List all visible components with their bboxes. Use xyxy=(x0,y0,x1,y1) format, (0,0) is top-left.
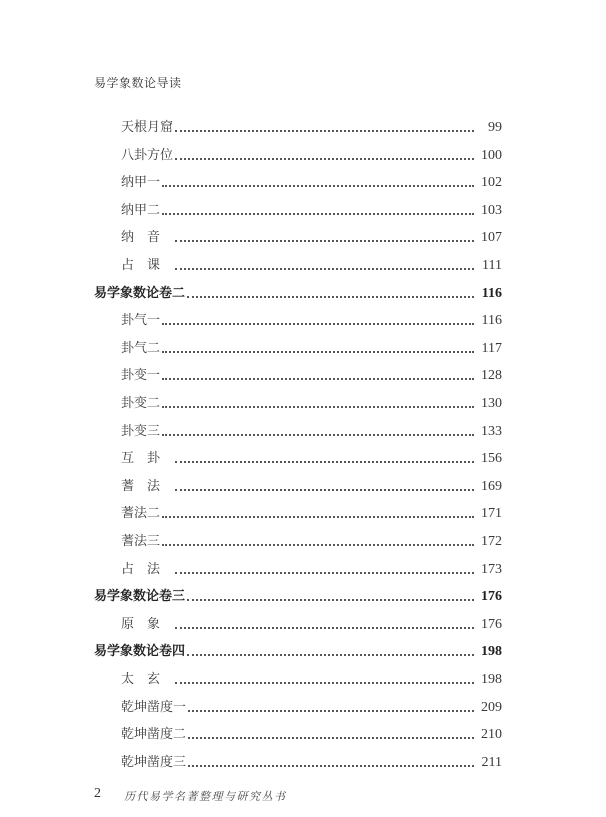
toc-entry-title: 蓍法三 xyxy=(121,534,161,549)
dot-leader xyxy=(175,157,474,160)
toc-section-entry xyxy=(121,666,502,688)
dot-leader xyxy=(162,212,474,215)
toc-entry-page: 133 xyxy=(481,423,502,439)
toc-chapter-entry xyxy=(94,583,502,605)
toc-chapter-entry xyxy=(94,280,502,302)
toc-entry-title: 易学象数论卷三 xyxy=(94,589,186,605)
dot-leader xyxy=(175,626,474,629)
toc-entry-title: 纳甲一 xyxy=(121,175,161,191)
toc-entry-page: 130 xyxy=(481,396,502,411)
toc-chapter-entry xyxy=(94,638,502,660)
toc-entry-page: 211 xyxy=(481,754,502,770)
dot-leader xyxy=(162,405,474,408)
toc-entry-page: 171 xyxy=(481,506,502,522)
toc-section-entry xyxy=(121,390,502,412)
dot-leader xyxy=(187,653,474,656)
toc-section-entry xyxy=(121,528,502,550)
toc-entry-title: 乾坤凿度一 xyxy=(121,699,187,715)
toc-section-entry xyxy=(121,142,502,164)
toc-section-entry xyxy=(121,721,502,743)
toc-entry-title: 占法 xyxy=(121,561,174,577)
toc-entry-title: 纳甲二 xyxy=(121,202,161,218)
toc-entry-page: 103 xyxy=(481,202,502,218)
toc-section-entry xyxy=(121,500,502,522)
toc-entry-title: 蓍法二 xyxy=(121,506,161,522)
toc-entry-title: 卦变一 xyxy=(121,368,161,384)
toc-section-entry xyxy=(121,694,502,716)
dot-leader xyxy=(175,129,474,132)
toc-section-entry xyxy=(121,473,502,495)
toc-section-entry xyxy=(121,197,502,219)
toc-entry-page: 198 xyxy=(481,644,502,660)
series-title: 历代易学名著整理与研究丛书 xyxy=(124,790,287,803)
dot-leader xyxy=(188,736,474,739)
dot-leader xyxy=(162,184,474,187)
dot-leader xyxy=(175,571,474,574)
toc-entry-page: 169 xyxy=(481,478,502,494)
toc-entry-title: 天根月窟 xyxy=(121,120,174,135)
dot-leader xyxy=(175,267,474,270)
dot-leader xyxy=(162,377,474,380)
toc-entry-page: 107 xyxy=(481,230,502,246)
toc-section-entry xyxy=(121,335,502,357)
toc-section-entry xyxy=(121,362,502,384)
toc-entry-page: 176 xyxy=(481,616,502,632)
dot-leader xyxy=(187,598,474,601)
page-number: 2 xyxy=(94,786,101,801)
toc-entry-page: 173 xyxy=(481,561,502,577)
toc-entry-title: 互卦 xyxy=(121,451,174,467)
toc-entry-title: 八卦方位 xyxy=(121,147,174,163)
toc-section-entry xyxy=(121,749,502,771)
toc-entry-page: 198 xyxy=(481,672,502,687)
toc-entry-title: 卦变三 xyxy=(121,423,161,439)
toc-entry-title: 卦变二 xyxy=(121,396,161,411)
toc-entry-title: 乾坤凿度三 xyxy=(121,754,187,770)
dot-leader xyxy=(162,515,474,518)
toc-section-entry xyxy=(121,556,502,578)
toc-section-entry xyxy=(121,418,502,440)
toc-entry-title: 卦气一 xyxy=(121,313,161,329)
toc-entry-page: 111 xyxy=(482,258,502,273)
toc-section-entry xyxy=(121,224,502,246)
dot-leader xyxy=(187,295,474,298)
running-header: 易学象数论导读 xyxy=(94,76,182,90)
toc-entry-page: 128 xyxy=(481,368,502,384)
toc-entry-page: 117 xyxy=(481,340,502,356)
toc-entry-title: 易学象数论卷四 xyxy=(94,644,186,660)
toc-section-entry xyxy=(121,114,502,136)
dot-leader xyxy=(188,764,474,767)
dot-leader xyxy=(175,681,474,684)
toc-entry-title: 卦气二 xyxy=(121,340,161,356)
toc-entry-page: 176 xyxy=(481,589,502,605)
toc-entry-title: 蓍法 xyxy=(121,478,174,494)
toc-entry-page: 210 xyxy=(481,727,502,743)
dot-leader xyxy=(175,239,474,242)
dot-leader xyxy=(175,460,474,463)
toc-section-entry xyxy=(121,169,502,191)
toc-section-entry xyxy=(121,611,502,633)
toc-entry-page: 99 xyxy=(488,120,502,135)
toc-section-entry xyxy=(121,252,502,274)
dot-leader xyxy=(162,322,474,325)
toc-entry-title: 易学象数论卷二 xyxy=(94,285,186,301)
toc-entry-title: 原象 xyxy=(121,616,174,632)
toc-entry-page: 172 xyxy=(481,534,502,549)
toc-entry-page: 116 xyxy=(481,313,502,329)
toc-section-entry xyxy=(121,307,502,329)
dot-leader xyxy=(162,543,474,546)
dot-leader xyxy=(162,433,474,436)
dot-leader xyxy=(175,488,474,491)
toc-entry-title: 占课 xyxy=(121,258,174,273)
dot-leader xyxy=(162,350,474,353)
toc-entry-page: 209 xyxy=(481,699,502,715)
toc-entry-title: 纳音 xyxy=(121,230,174,246)
dot-leader xyxy=(188,709,474,712)
toc-entry-page: 102 xyxy=(481,175,502,191)
toc-entry-page: 116 xyxy=(481,285,502,301)
toc-entry-page: 100 xyxy=(481,147,502,163)
toc-section-entry xyxy=(121,445,502,467)
toc-entry-title: 乾坤凿度二 xyxy=(121,727,187,743)
toc-entry-title: 太玄 xyxy=(121,672,174,687)
toc-entry-page: 156 xyxy=(481,451,502,467)
